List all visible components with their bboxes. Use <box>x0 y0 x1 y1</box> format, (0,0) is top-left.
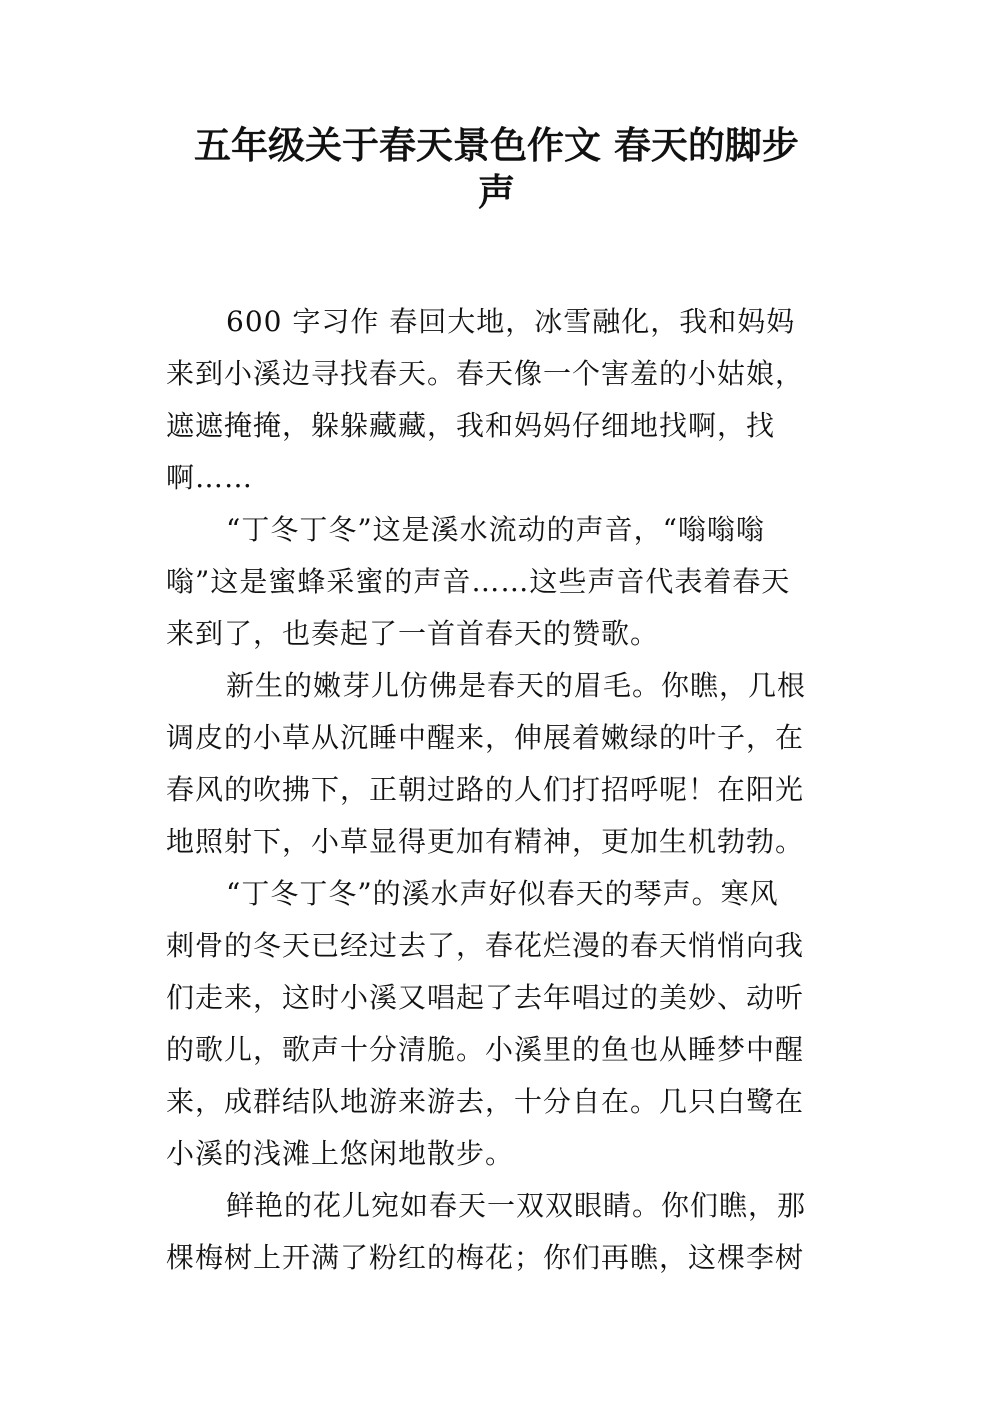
paragraph <box>166 296 831 504</box>
document-body <box>166 296 831 1284</box>
text-line: 新生的嫩芽儿仿佛是春天的眉毛。你瞧，几根 <box>226 669 807 702</box>
text-line: 棵梅树上开满了粉红的梅花；你们再瞧，这棵李树 <box>166 1241 805 1274</box>
text-line: “丁冬丁冬”的溪水声好似春天的琴声。寒风 <box>226 877 779 910</box>
text-line: 600 字习作 春回大地，冰雪融化，我和妈妈 <box>226 305 796 338</box>
text-line: 春风的吹拂下，正朝过路的人们打招呼呢！在阳光 <box>166 773 805 806</box>
text-line: 鲜艳的花儿宛如春天一双双眼睛。你们瞧，那 <box>226 1189 807 1222</box>
text-line: 地照射下，小草显得更加有精神，更加生机勃勃。 <box>166 825 805 858</box>
paragraph <box>166 1180 831 1284</box>
text-line: 调皮的小草从沉睡中醒来，伸展着嫩绿的叶子，在 <box>166 721 805 754</box>
text-line: 啊…… <box>166 461 254 494</box>
text-line: 来到了，也奏起了一首首春天的赞歌。 <box>166 617 660 650</box>
title-line: 声 <box>478 171 515 214</box>
text-line: 刺骨的冬天已经过去了，春花烂漫的春天悄悄向我 <box>166 929 805 962</box>
title-line: 五年级关于春天景色作文 春天的脚步 <box>194 124 799 167</box>
text-line: 来到小溪边寻找春天。春天像一个害羞的小姑娘， <box>166 357 805 390</box>
paragraph <box>166 660 831 868</box>
text-line: 们走来，这时小溪又唱起了去年唱过的美妙、动听 <box>166 981 805 1014</box>
paragraph <box>166 504 831 660</box>
text-line: “丁冬丁冬”这是溪水流动的声音，“嗡嗡嗡 <box>226 513 765 546</box>
text-line: 的歌儿，歌声十分清脆。小溪里的鱼也从睡梦中醒 <box>166 1033 805 1066</box>
text-line: 来，成群结队地游来游去，十分自在。几只白鹭在 <box>166 1085 805 1118</box>
paragraph <box>166 868 831 1180</box>
document-title <box>0 122 993 216</box>
text-line: 嗡”这是蜜蜂采蜜的声音……这些声音代表着春天 <box>166 565 791 598</box>
text-line: 小溪的浅滩上悠闲地散步。 <box>166 1137 515 1170</box>
text-line: 遮遮掩掩，躲躲藏藏，我和妈妈仔细地找啊，找 <box>166 409 776 442</box>
